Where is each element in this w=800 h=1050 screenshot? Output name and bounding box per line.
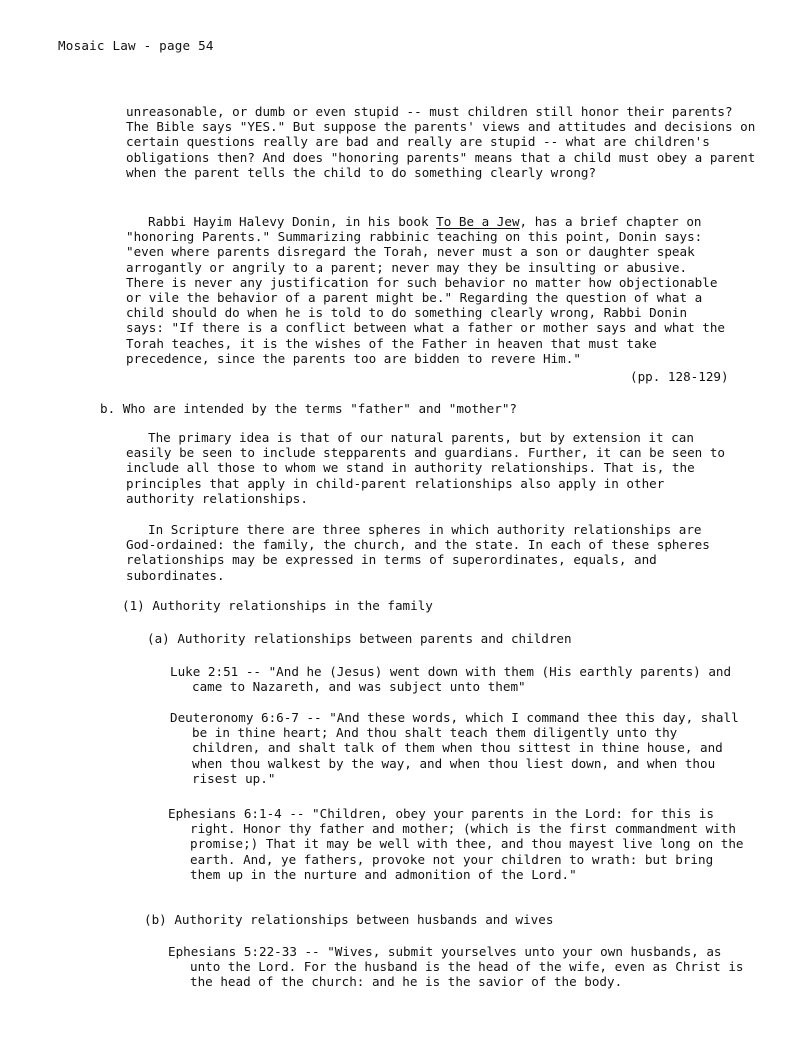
paragraph-continuation: unreasonable, or dumb or even stupid -- must children still honor their parents? The Bible says "YES." But suppose the parents' views and attitudes and decisions on certain questions really are bad and really are stupid -- what are children's obligations then? And does "honoring parents" means that a child must obey a parent when the parent tells the child to do something clearly wrong? [126, 104, 756, 180]
book-title: To Be a Jew [436, 214, 520, 229]
donin-text-before: Rabbi Hayim Halevy Donin, in his book [148, 214, 437, 229]
heading-family: (1) Authority relationships in the family [122, 598, 433, 613]
paragraph-spheres: In Scripture there are three spheres in which authority relationships are God-ordained: the family, the church, and the state. In each of these spheres relationships may be expressed in terms of superordinates, equals, and subordinates. [126, 522, 710, 583]
paragraph-extension: The primary idea is that of our natural parents, but by extension it can easily be seen to include stepparents and guardians. Further, it can be seen to include all those to whom we stand in authority relationships. That is, the principles that apply in child-parent relationships also apply in other authority relationships. [126, 430, 725, 506]
verse-ephesians-5: Ephesians 5:22-33 -- "Wives, submit yourselves unto your own husbands, as unto the Lord. For the husband is the head of the wife, even as Christ is the head of the church: and he is the savior of the body. [168, 944, 744, 990]
page-citation: (pp. 128-129) [630, 369, 729, 384]
verse-deuteronomy: Deuteronomy 6:6-7 -- "And these words, which I command thee this day, shall be in thine heart; And thou shalt teach them diligently unto thy children, and shalt talk of them when thou sittest in thine house, and when thou walkest by the way, and when thou liest down, and when thou risest up." [170, 710, 739, 786]
verse-luke: Luke 2:51 -- "And he (Jesus) went down with them (His earthly parents) and came to Nazareth, and was subject unto them" [170, 664, 732, 695]
heading-parents-children: (a) Authority relationships between parents and children [147, 631, 572, 646]
section-b-heading: b. Who are intended by the terms "father" and "mother"? [100, 401, 518, 416]
donin-text-after: , has a brief chapter on "honoring Parents." Summarizing rabbinic teaching on this point, Donin says: "even where parents disregard the Torah, never must a son or daughter speak arrogantly or angrily to a parent; never may they be insulting or abusive. There is never any justification for such behavior no matter how objectionable or vile the behavior of a parent might be." Regarding the question of what a child should do when he is told to do something clearly wrong, Rabbi Donin says: "If there is a conflict between what a father or mother says and what the Torah teaches, it is the wishes of the Father in heaven that must take precedence, since the parents too are bidden to revere Him." [126, 214, 725, 366]
verse-ephesians-6: Ephesians 6:1-4 -- "Children, obey your parents in the Lord: for this is right. Honor thy father and mother; (which is the first commandment with promise;) That it may be well with thee, and thou mayest live long on the earth. And, ye fathers, provoke not your children to wrath: but bring them up in the nurture and admonition of the Lord." [168, 806, 744, 882]
paragraph-donin [126, 214, 732, 366]
page-header: Mosaic Law - page 54 [58, 38, 214, 53]
heading-husbands-wives: (b) Authority relationships between husbands and wives [144, 912, 554, 927]
